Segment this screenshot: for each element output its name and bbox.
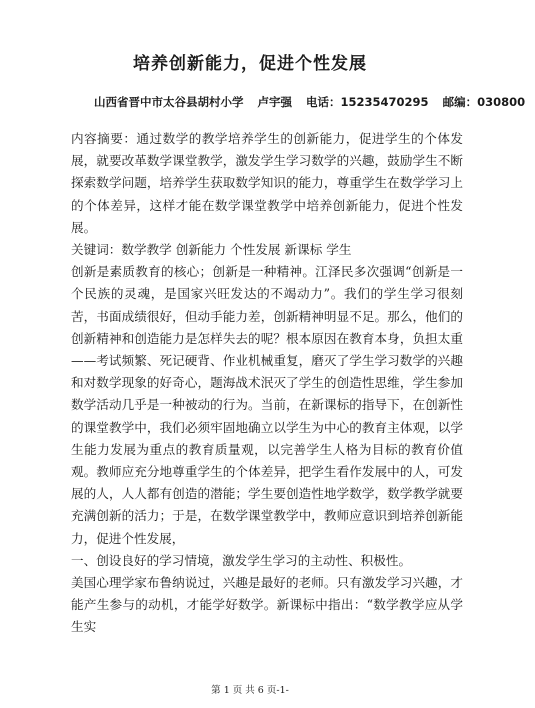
document-body [71,128,463,639]
author-phone: 电话：15235470295 [306,95,429,109]
page-footer: 第 1 页 共 6 页-1- [211,685,289,696]
abstract-paragraph: 内容摘要：通过数学的教学培养学生的创新能力，促进学生的个体发展，就要改革数学课堂教学，激发学生学习数学的兴趣，鼓励学生不断探索数学问题，培养学生获取数学知识的能力，尊重学生在数学学习上的个体差异，这样才能在数学课堂教学中培养创新能力，促进个性发展。 [71,131,463,235]
document-title: 培养创新能力，促进个性发展 [133,54,367,74]
author-name: 卢宇强 [257,95,293,109]
body-paragraph: 创新是素质教育的核心；创新是一种精神。江泽民多次强调“创新是一个民族的灵魂，是国家兴旺发达的不竭动力”。我们的学生学习很刻苦，书面成绩很好，但动手能力差，创新精神明显不足。那么，他们的创新精神和创造能力是怎样失去的呢？根本原因在教育本身，负担太重——考试频繁、死记硬背、作业机械重复，磨灭了学生学习数学的兴趣和对数学现象的好奇心，题海战术泯灭了学生的创造性思维，学生参加数学活动几乎是一种被动的行为。当前，在新课标的指导下，在创新性的课堂教学中，我们必须牢固地确立以学生为中心的教育主体观，以学生能力发展为重点的教育质量观，以完善学生人格为目标的教育价值观。教师应充分地尊重学生的个体差异，把学生看作发展中的人，可发展的人，人人都有创造的潜能；学生要创造性地学数学，数学教学就要充满创新的活力；于是，在数学课堂教学中，教师应意识到培养创新能力，促进个性发展， [71,264,463,546]
section-heading: 一、创设良好的学习情境，激发学生学习的主动性、积极性。 [71,552,412,568]
author-line [94,94,526,110]
author-affiliation: 山西省晋中市太谷县胡村小学 [94,95,244,109]
keywords-paragraph: 关键词：数学教学 创新能力 个性发展 新课标 学生 [71,242,352,258]
author-zip: 邮编：030800 [442,95,526,109]
body-paragraph: 美国心理学家布鲁纳说过，兴趣是最好的老师。只有激发学习兴趣，才能产生参与的动机，才能学好数学。新课标中指出：“数学教学应从学生实 [71,575,463,635]
